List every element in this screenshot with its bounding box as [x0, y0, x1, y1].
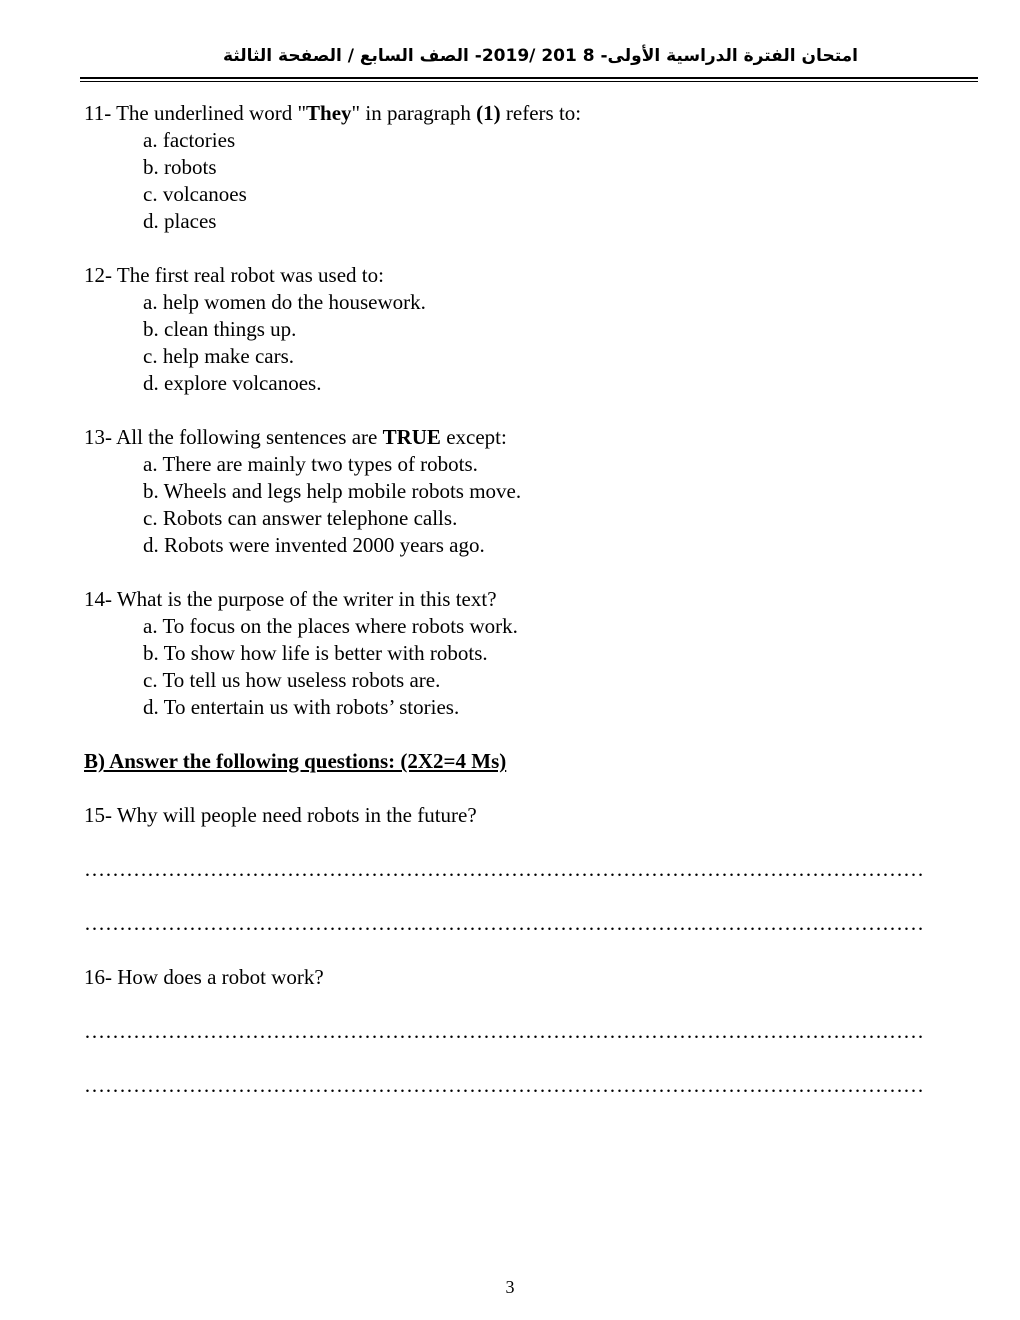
option-b: b. robots: [143, 155, 217, 179]
answer-line[interactable]: …………………………………………………………………………………………………………: [84, 857, 924, 881]
option-c: c. help make cars.: [143, 344, 295, 368]
question-11: [84, 100, 964, 235]
option-d: d. places: [143, 209, 217, 233]
question-11-stem: [84, 100, 964, 127]
option-d: d. Robots were invented 2000 years ago.: [143, 533, 485, 557]
question-13-stem: [84, 424, 964, 451]
answer-line[interactable]: …………………………………………………………………………………………………………: [84, 1019, 924, 1043]
question-12: [84, 262, 964, 397]
question-13: [84, 424, 964, 559]
answer-line[interactable]: …………………………………………………………………………………………………………: [84, 1073, 924, 1097]
option-c: c. To tell us how useless robots are.: [143, 668, 441, 692]
section-b-title: B) Answer the following questions: (2X2=4 Ms): [84, 749, 507, 773]
question-14: [84, 586, 964, 721]
option-b: b. To show how life is better with robots.: [143, 641, 488, 665]
stem-bold-word: They: [306, 101, 352, 125]
exam-header: امتحان الفترة الدراسية الأولى- 8 201 /2019- الصف السابع / الصفحة الثالثة: [222, 46, 858, 66]
question-14-stem: 14- What is the purpose of the writer in this text?: [84, 587, 497, 611]
stem-bold-word: TRUE: [382, 425, 441, 449]
stem-text: " in paragraph: [351, 101, 477, 125]
option-a: a. help women do the housework.: [143, 290, 426, 314]
option-c: c. Robots can answer telephone calls.: [143, 506, 458, 530]
stem-text: 13- All the following sentences are: [84, 425, 383, 449]
option-b: b. clean things up.: [143, 317, 297, 341]
question-16: 16- How does a robot work?: [84, 965, 324, 989]
option-a: a. To focus on the places where robots work.: [143, 614, 518, 638]
answer-line[interactable]: …………………………………………………………………………………………………………: [84, 911, 924, 935]
option-a: a. factories: [143, 128, 236, 152]
question-15: 15- Why will people need robots in the future?: [84, 803, 477, 827]
question-12-stem: 12- The first real robot was used to:: [84, 263, 384, 287]
stem-text: refers to:: [500, 101, 582, 125]
stem-bold-paragraph: (1): [476, 101, 501, 125]
stem-text: except:: [440, 425, 507, 449]
option-c: c. volcanoes: [143, 182, 247, 206]
header-rule-thin: [80, 81, 978, 82]
option-d: d. explore volcanoes.: [143, 371, 322, 395]
page-number: 3: [505, 1277, 515, 1297]
header-rule-thick: [80, 77, 978, 79]
exam-content: [84, 100, 964, 1099]
stem-text: 11- The underlined word ": [84, 101, 307, 125]
option-d: d. To entertain us with robots’ stories.: [143, 695, 460, 719]
option-b: b. Wheels and legs help mobile robots move.: [143, 479, 522, 503]
option-a: a. There are mainly two types of robots.: [143, 452, 478, 476]
